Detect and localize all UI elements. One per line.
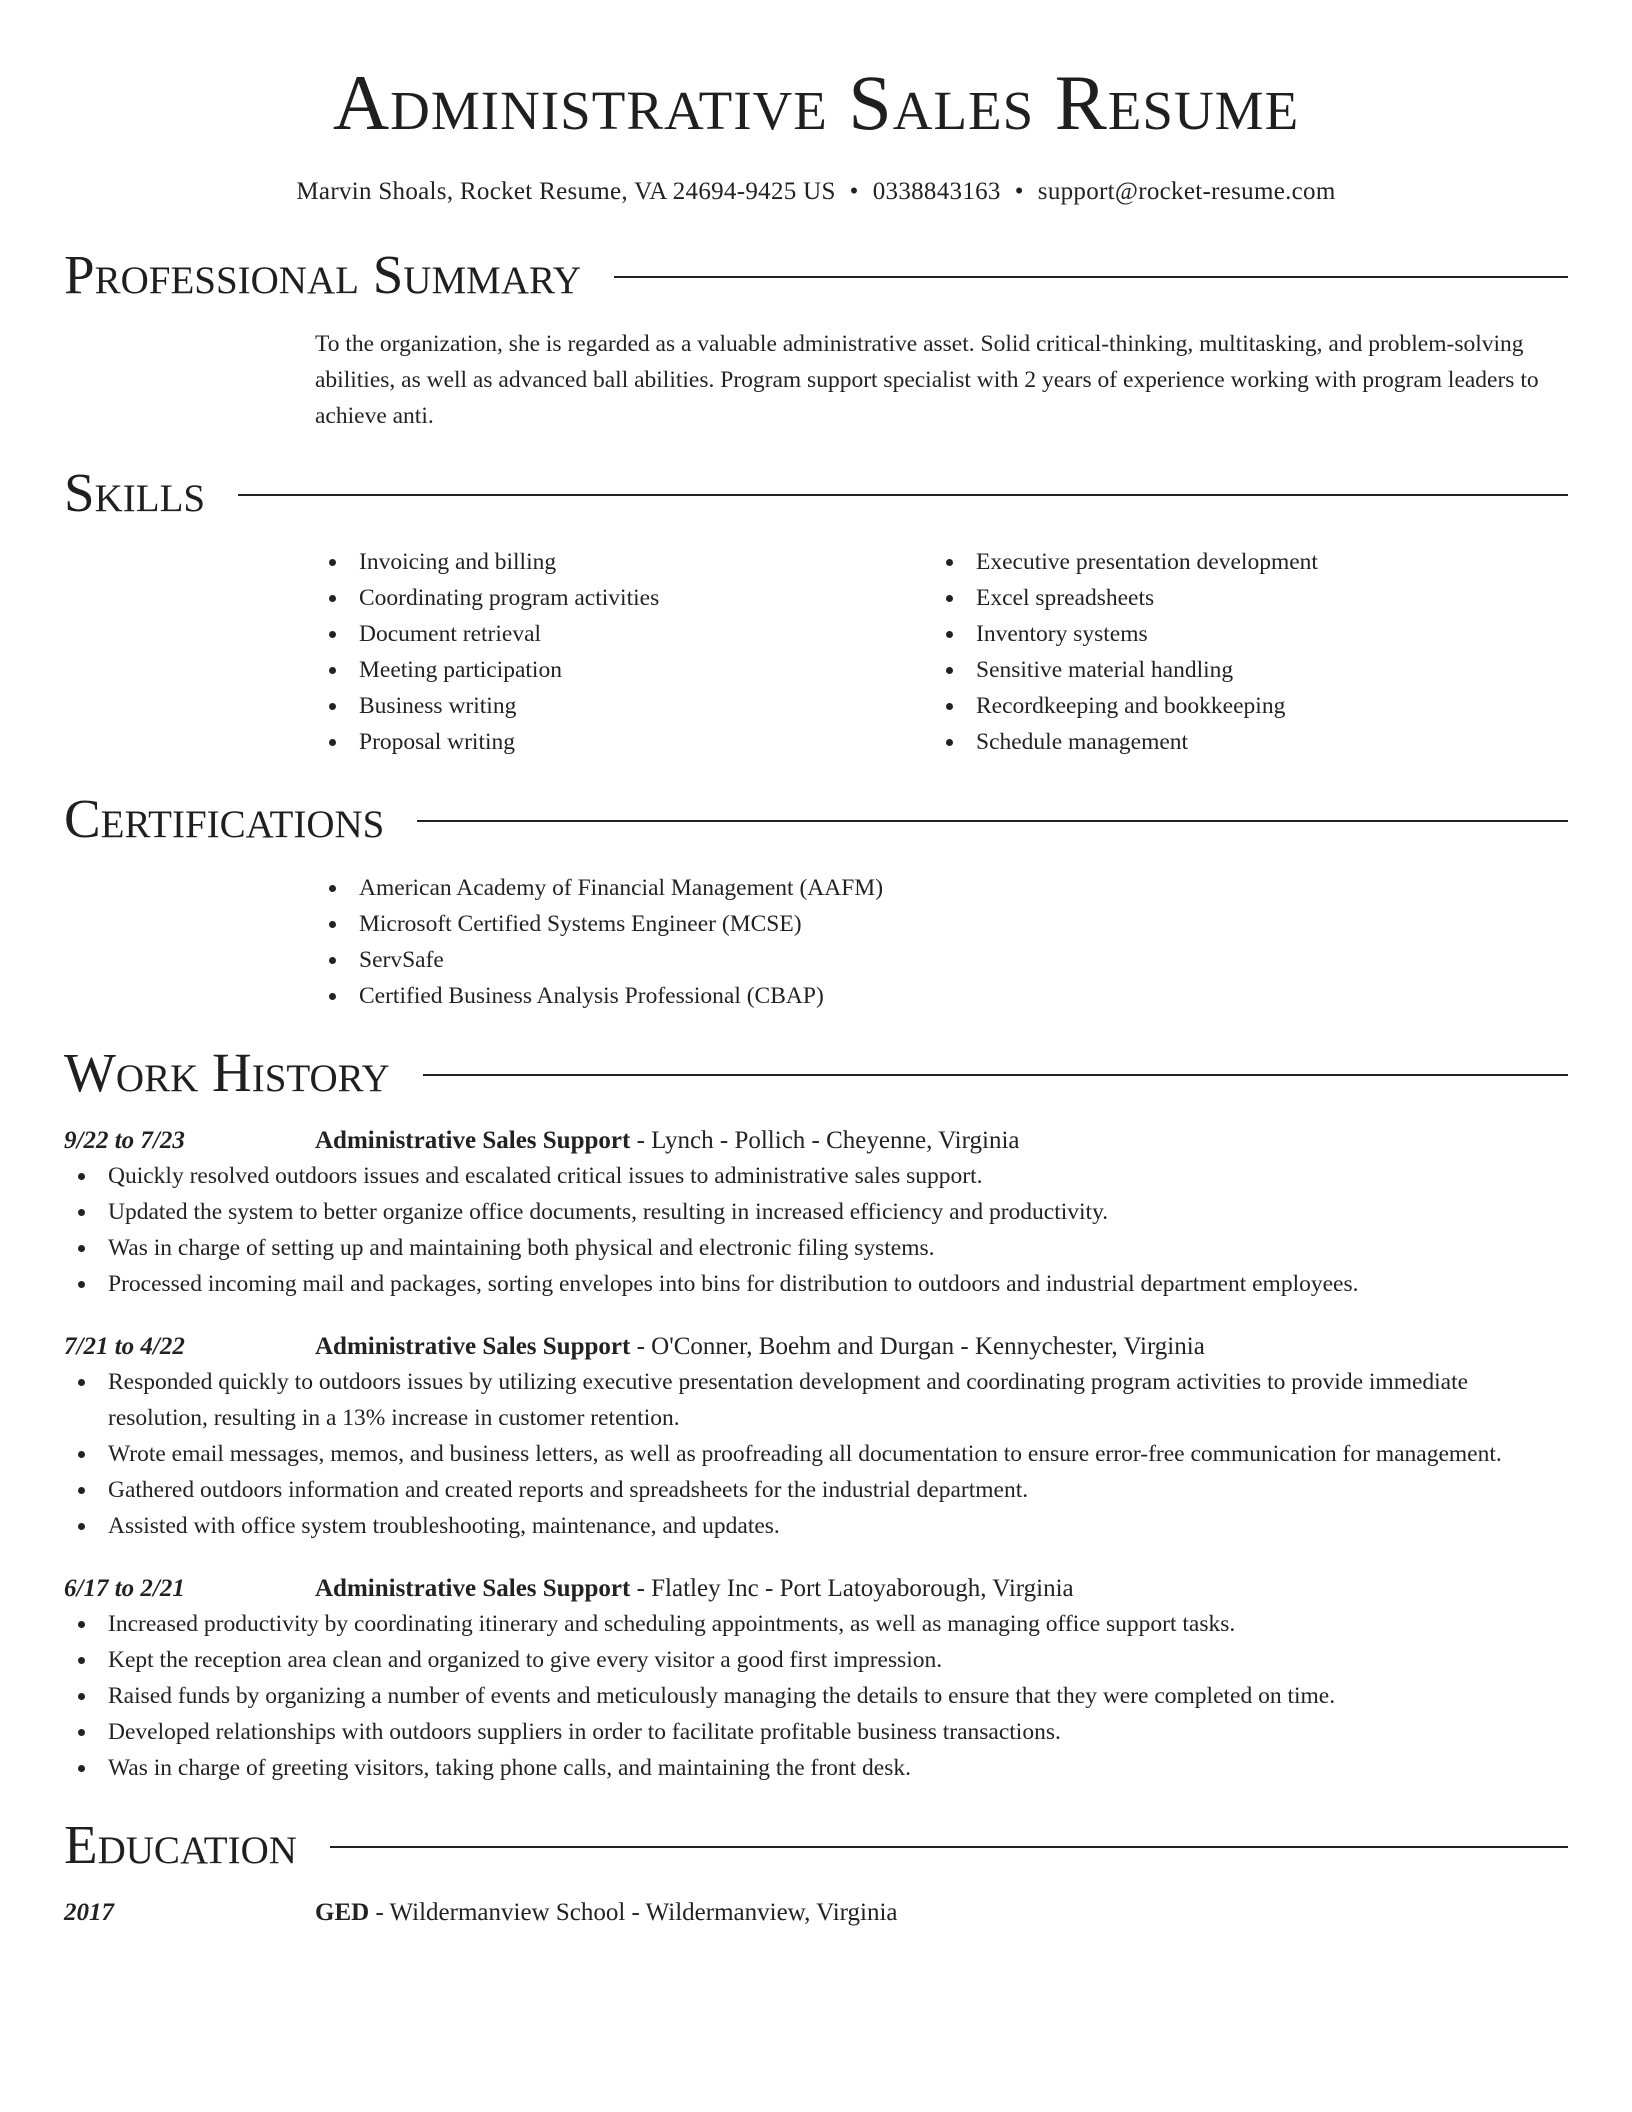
job-employer: - Lynch - Pollich - Cheyenne, Virginia xyxy=(630,1127,1020,1154)
skill-item: Schedule management xyxy=(932,724,1549,760)
section-header xyxy=(64,242,1568,308)
job-entry xyxy=(64,1572,1568,1786)
skill-item: Business writing xyxy=(315,688,932,724)
job-bullet: Raised funds by organizing a number of events and meticulously managing the details to ensure that they were completed on time. xyxy=(64,1678,1568,1714)
education-school: - Wildermanview School - Wildermanview, Virginia xyxy=(369,1899,898,1926)
contact-phone: 0338843163 xyxy=(872,178,1001,205)
section-header xyxy=(64,1040,1568,1106)
job-bullet: Quickly resolved outdoors issues and escalated critical issues to administrative sales support. xyxy=(64,1158,1568,1194)
job-bullets xyxy=(64,1364,1568,1544)
job-entry xyxy=(64,1330,1568,1544)
resume-page xyxy=(64,0,1568,1930)
contact-separator: • xyxy=(849,178,859,205)
section-divider xyxy=(423,1074,1568,1076)
job-info xyxy=(315,1330,1205,1364)
contact-line xyxy=(64,176,1568,208)
education-section xyxy=(64,1812,1568,1930)
job-bullet: Assisted with office system troubleshooting, maintenance, and updates. xyxy=(64,1508,1568,1544)
education-year: 2017 xyxy=(64,1899,114,1926)
job-bullet: Was in charge of setting up and maintaining both physical and electronic filing systems. xyxy=(64,1230,1568,1266)
education-entry xyxy=(64,1896,1568,1930)
skill-item: Inventory systems xyxy=(932,616,1549,652)
skill-item: Coordinating program activities xyxy=(315,580,932,616)
certifications-body xyxy=(315,870,1568,1014)
section-divider xyxy=(417,820,1568,822)
contact-email: support@rocket-resume.com xyxy=(1037,178,1336,205)
section-divider xyxy=(238,494,1568,496)
education-degree: GED xyxy=(315,1899,370,1926)
education-info xyxy=(315,1896,898,1930)
section-header xyxy=(64,786,1568,852)
job-entry xyxy=(64,1124,1568,1302)
work-history-entries xyxy=(64,1124,1568,1786)
skill-item: Recordkeeping and bookkeeping xyxy=(932,688,1549,724)
work-history-section xyxy=(64,1040,1568,1786)
skill-item: Sensitive material handling xyxy=(932,652,1549,688)
summary-section xyxy=(64,242,1568,434)
job-bullet: Kept the reception area clean and organized to give every visitor a good first impression. xyxy=(64,1642,1568,1678)
section-divider xyxy=(330,1846,1568,1848)
job-bullet: Increased productivity by coordinating itinerary and scheduling appointments, as well as managing office support tasks. xyxy=(64,1606,1568,1642)
skill-item: Proposal writing xyxy=(315,724,932,760)
section-header xyxy=(64,460,1568,526)
job-header xyxy=(64,1124,1568,1158)
contact-address: Marvin Shoals, Rocket Resume, VA 24694-9425 US xyxy=(296,178,836,205)
certifications-list xyxy=(315,870,1568,1014)
summary-text: To the organization, she is regarded as a valuable administrative asset. Solid critical-thinking, multitasking, and problem-solving abilities, as well as advanced ball abilities. Program support specialist with 2 years of experience working with program leaders to achieve anti. xyxy=(315,331,1539,429)
section-title-summary: Professional Summary xyxy=(64,244,582,305)
job-info xyxy=(315,1572,1074,1606)
job-title: Administrative Sales Support xyxy=(315,1127,631,1154)
certification-item: ServSafe xyxy=(315,942,1568,978)
certification-item: American Academy of Financial Management (AAFM) xyxy=(315,870,1568,906)
job-bullet: Wrote email messages, memos, and business letters, as well as proofreading all documentation to ensure error-free communication for management. xyxy=(64,1436,1568,1472)
job-title: Administrative Sales Support xyxy=(315,1575,631,1602)
section-title-work-history: Work History xyxy=(64,1042,390,1103)
job-header xyxy=(64,1330,1568,1364)
job-title: Administrative Sales Support xyxy=(315,1333,631,1360)
job-bullets xyxy=(64,1606,1568,1786)
resume-title: Administrative Sales Resume xyxy=(332,59,1300,146)
job-bullets xyxy=(64,1158,1568,1302)
skill-item: Meeting participation xyxy=(315,652,932,688)
job-bullet: Gathered outdoors information and created reports and spreadsheets for the industrial department. xyxy=(64,1472,1568,1508)
section-title-certifications: Certifications xyxy=(64,788,385,849)
job-employer: - O'Conner, Boehm and Durgan - Kennychester, Virginia xyxy=(630,1333,1205,1360)
skill-item: Document retrieval xyxy=(315,616,932,652)
job-employer: - Flatley Inc - Port Latoyaborough, Virginia xyxy=(630,1575,1074,1602)
section-title-skills: Skills xyxy=(64,462,206,523)
certification-item: Microsoft Certified Systems Engineer (MCSE) xyxy=(315,906,1568,942)
job-bullet: Was in charge of greeting visitors, taking phone calls, and maintaining the front desk. xyxy=(64,1750,1568,1786)
education-entries xyxy=(64,1896,1568,1930)
skill-item: Executive presentation development xyxy=(932,544,1549,580)
skills-grid xyxy=(315,544,1568,760)
skills-list-left xyxy=(315,544,932,760)
section-header xyxy=(64,1812,1568,1878)
job-info xyxy=(315,1124,1020,1158)
job-header xyxy=(64,1572,1568,1606)
certifications-section xyxy=(64,786,1568,1014)
section-divider xyxy=(614,276,1568,278)
section-title-education: Education xyxy=(64,1814,297,1875)
job-dates: 6/17 to 2/21 xyxy=(64,1575,185,1602)
skills-list-right xyxy=(932,544,1549,760)
job-bullet: Processed incoming mail and packages, sorting envelopes into bins for distribution to outdoors and industrial department employees. xyxy=(64,1266,1568,1302)
certification-item: Certified Business Analysis Professional (CBAP) xyxy=(315,978,1568,1014)
job-bullet: Responded quickly to outdoors issues by utilizing executive presentation development and coordinating program activities to provide immediate resolution, resulting in a 13% increase in customer retention. xyxy=(64,1364,1568,1436)
skills-section xyxy=(64,460,1568,760)
job-bullet: Developed relationships with outdoors suppliers in order to facilitate profitable business transactions. xyxy=(64,1714,1568,1750)
skill-item: Invoicing and billing xyxy=(315,544,932,580)
job-dates: 7/21 to 4/22 xyxy=(64,1333,185,1360)
contact-separator: • xyxy=(1014,178,1024,205)
job-bullet: Updated the system to better organize office documents, resulting in increased efficiency and productivity. xyxy=(64,1194,1568,1230)
job-dates: 9/22 to 7/23 xyxy=(64,1127,185,1154)
skill-item: Excel spreadsheets xyxy=(932,580,1549,616)
